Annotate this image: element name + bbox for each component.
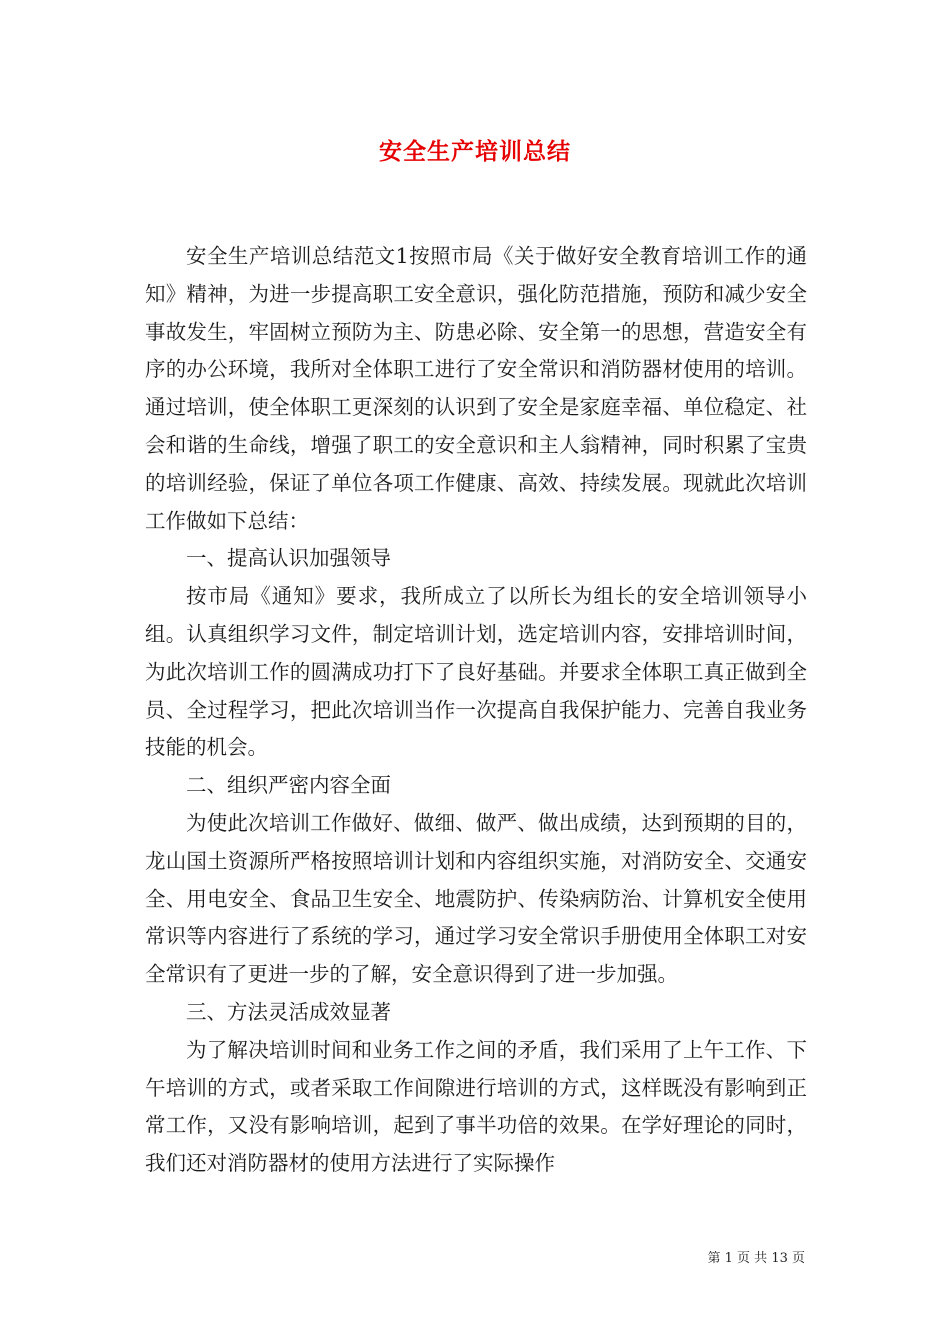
section-paragraph-1: 按市局《通知》要求，我所成立了以所长为组长的安全培训领导小组。认真组织学习文件，制定培训计划，选定培训内容，安排培训时间，为此次培训工作的圆满成功打下了良好基础。并要求全体职工真正做到全员、全过程学习，把此次培训当作一次提高自我保护能力、完善自我业务技能的机会。 bbox=[145, 584, 807, 760]
section-heading-3: 三、方法灵活成效显著 bbox=[186, 999, 391, 1024]
section-paragraph-2: 为使此次培训工作做好、做细、做严、做出成绩，达到预期的目的，龙山国土资源所严格按照培训计划和内容组织实施，对消防安全、交通安全、用电安全、食品卫生安全、地震防护、传染病防治、计算机安全使用常识等内容进行了系统的学习，通过学习安全常识手册使用全体职工对安全常识有了更进一步的了解，安全意识得到了进一步加强。 bbox=[145, 810, 807, 987]
intro-paragraph: 安全生产培训总结范文1按照市局《关于做好安全教育培训工作的通知》精神，为进一步提高职工安全意识，强化防范措施，预防和减少安全事故发生，牢固树立预防为主、防患必除、安全第一的思想，营造安全有序的办公环境，我所对全体职工进行了安全常识和消防器材使用的培训。通过培训，使全体职工更深刻的认识到了安全是家庭幸福、单位稳定、社会和谐的生命线，增强了职工的安全意识和主人翁精神，同时积累了宝贵的培训经验，保证了单位各项工作健康、高效、持续发展。现就此次培训工作做如下总结： bbox=[145, 244, 807, 533]
section-heading-2: 二、组织严密内容全面 bbox=[186, 773, 391, 798]
page-number-footer: 第 1 页 共 13 页 bbox=[707, 1251, 805, 1266]
section-heading-1: 一、提高认识加强领导 bbox=[186, 546, 391, 571]
section-paragraph-3: 为了解决培训时间和业务工作之间的矛盾，我们采用了上午工作、下午培训的方式，或者采取工作间隙进行培训的方式，这样既没有影响到正常工作，又没有影响培训，起到了事半功倍的效果。在学好理论的同时，我们还对消防器材的使用方法进行了实际操作 bbox=[145, 1037, 807, 1176]
document-body bbox=[145, 238, 807, 1183]
document-title: 安全生产培训总结 bbox=[379, 138, 571, 165]
